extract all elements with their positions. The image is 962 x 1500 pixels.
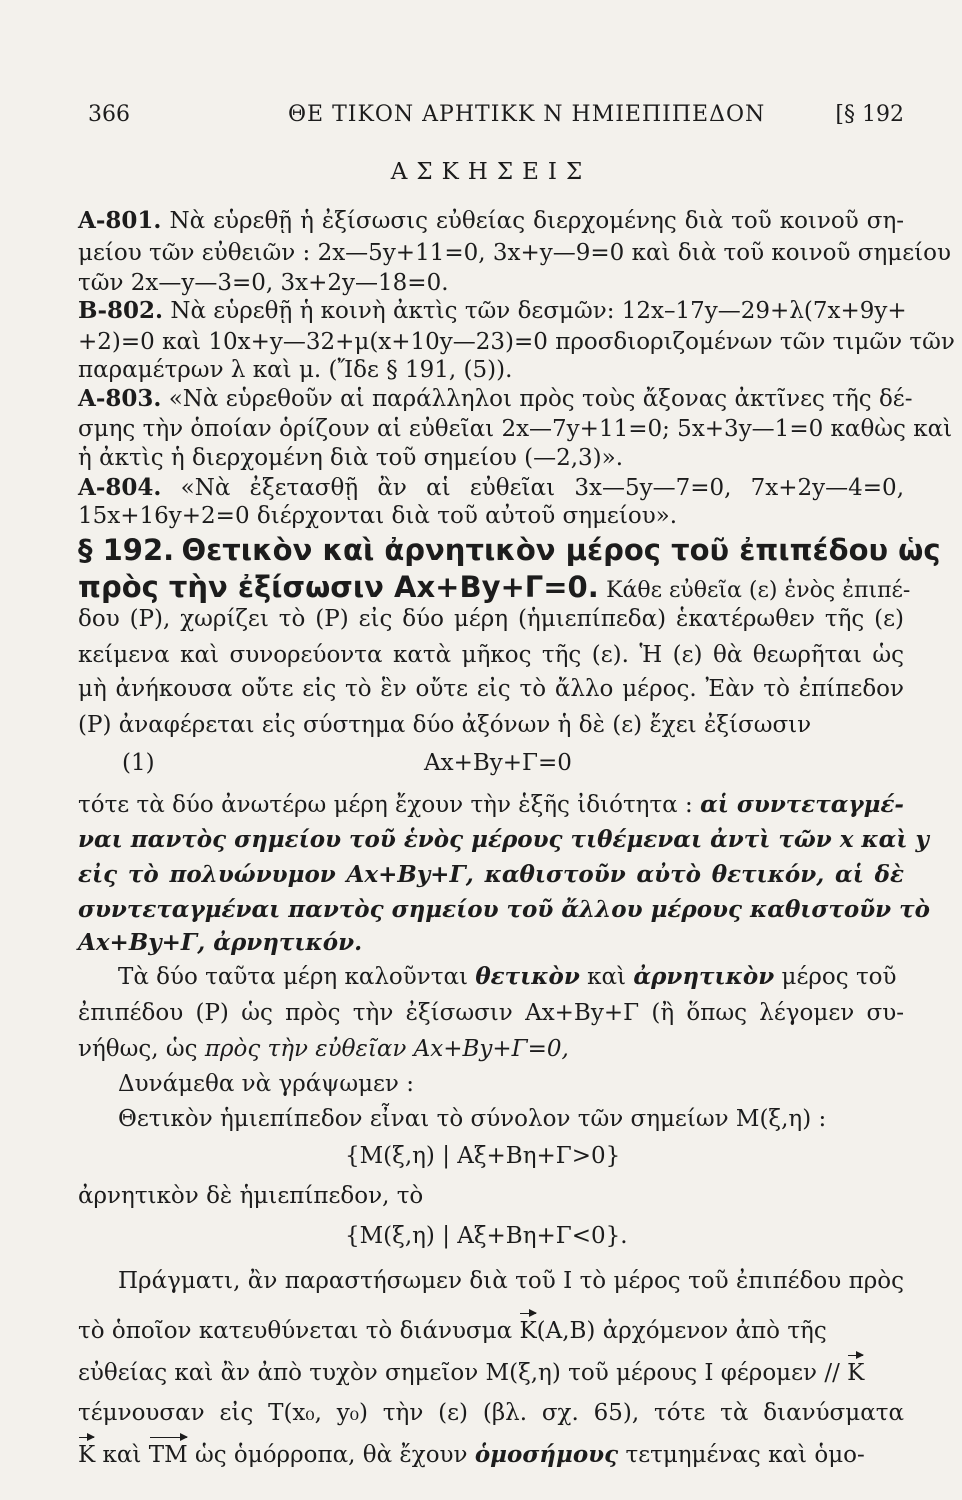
parallel-symbol: // xyxy=(824,1360,840,1386)
exercise-label: Α-803. xyxy=(78,385,162,412)
negative-halfplane-set: {Μ(ξ,η) | Αξ+Βη+Γ<0}. xyxy=(345,1223,628,1249)
proof-line-2: τὸ ὁποῖον κατευθύνεται τὸ διάνυσμα Κ(Α,Β) ἀρχόμενον ἀπὸ τῆς xyxy=(78,1318,827,1344)
page-number: 366 xyxy=(88,102,130,127)
vector-k: Κ xyxy=(519,1318,537,1344)
property-line: εἰς τὸ πολυώνυμον Αx+Βy+Γ, καθιστοῦν αὐτὸ θετικόν, αἱ δὲ xyxy=(78,861,904,888)
proof-line-3: εὐθείας καὶ ἂν ἀπὸ τυχὸν σημεῖον Μ(ξ,η) τοῦ μέρους Ι φέρομεν // Κ xyxy=(78,1360,865,1386)
exercise-803-line-1: Α-803. «Νὰ εὑρεθοῦν αἱ παράλληλοι πρὸς τοὺς ἄξονας ἀκτῖνες τῆς δέ- xyxy=(78,385,913,412)
exercise-803-line-3: ἡ ἀκτὶς ἡ διερχομένη διὰ τοῦ σημείου (—2,3)». xyxy=(78,445,624,471)
property-line: Αx+Βy+Γ, ἀρνητικόν. xyxy=(78,929,363,956)
paragraph-5: ἀρνητικὸν δὲ ἡμιεπίπεδον, τὸ xyxy=(78,1183,424,1209)
paragraph-2-line-3: νήθως, ὡς πρὸς τὴν εὐθεῖαν Αx+Βy+Γ=0, xyxy=(78,1036,569,1062)
property-line: ναι παντὸς σημείου τοῦ ἑνὸς μέρους τιθέμεναι ἀντὶ τῶν x καὶ y xyxy=(78,826,929,853)
exercise-802-line-2: +2)=0 καὶ 10x+y—32+μ(x+10y—23)=0 προσδιοριζομένων τῶν τιμῶν τῶν xyxy=(78,329,955,355)
exercise-804-line-2: 15x+16y+2=0 διέρχονται διὰ τοῦ αὐτοῦ σημείου». xyxy=(78,503,678,529)
exercise-802-line-1: Β-802. Νὰ εὑρεθῇ ἡ κοινὴ ἀκτὶς τῶν δεσμῶν: 12x–17y—29+λ(7x+9y+ xyxy=(78,297,907,324)
body-line: (P) ἀναφέρεται εἰς σύστημα δύο ἀξόνων ἡ δὲ (ε) ἔχει ἐξίσωσιν xyxy=(78,712,812,738)
body-line: δου (P), χωρίζει τὸ (P) εἰς δύο μέρη (ἡμιεπίπεδα) ἑκατέρωθεν τῆς (ε) xyxy=(78,606,904,632)
section-heading-line-2: πρὸς τὴν ἐξίσωσιν Αx+Βy+Γ=0. Κάθε εὐθεῖα (ε) ἑνὸς ἐπιπέ- xyxy=(78,570,911,604)
exercise-802-line-3: παραμέτρων λ καὶ μ. (Ἴδε § 191, (5)). xyxy=(78,357,513,383)
vector-tm: ΤΜ xyxy=(148,1442,188,1468)
paragraph-3: Δυνάμεθα νὰ γράψωμεν : xyxy=(118,1071,414,1097)
body-line: μὴ ἀνήκουσα οὔτε εἰς τὸ ἓν οὔτε εἰς τὸ ἄλλο μέρος. Ἐὰν τὸ ἐπίπεδον xyxy=(78,676,904,702)
vector-k: Κ xyxy=(78,1442,96,1468)
exercise-801-line-2: μείου τῶν εὐθειῶν : 2x—5y+11=0, 3x+y—9=0 καὶ διὰ τοῦ κοινοῦ σημείου xyxy=(78,240,951,266)
section-reference: [§ 192 xyxy=(835,102,904,127)
running-title: ΘΕ ΤΙΚΟΝ ΑΡΗΤΙΚΚ Ν ΗΜΙΕΠΙΠΕΔΟΝ xyxy=(288,102,766,127)
positive-halfplane-set: {Μ(ξ,η) | Αξ+Βη+Γ>0} xyxy=(345,1143,621,1169)
exercise-803-line-2: σμης τὴν ὁποίαν ὁρίζουν αἱ εὐθεῖαι 2x—7y+11=0; 5x+3y—1=0 καθὼς καὶ xyxy=(78,416,953,442)
paragraph-2-line-2: ἐπιπέδου (P) ὡς πρὸς τὴν ἐξίσωσιν Αx+Βy+Γ (ἢ ὅπως λέγομεν συ- xyxy=(78,1000,904,1026)
exercise-label: Α-801. xyxy=(78,207,162,234)
section-heading: Θετικὸν καὶ ἀρνητικὸν μέρος τοῦ ἐπιπέδου ὡς xyxy=(181,533,941,567)
property-line: συντεταγμέναι παντὸς σημείου τοῦ ἄλλου μέρους καθιστοῦν τὸ xyxy=(78,896,930,923)
exercise-801-line-1: Α-801. Νὰ εὑρεθῇ ἡ ἐξίσωσις εὐθείας διερχομένης διὰ τοῦ κοινοῦ ση- xyxy=(78,207,905,234)
body-line: κείμενα καὶ συνορεύοντα κατὰ μῆκος τῆς (ε). Ἡ (ε) θὰ θεωρῆται ὡς xyxy=(78,642,904,668)
equation: Αx+Βy+Γ=0 xyxy=(424,750,572,776)
section-number: § 192. xyxy=(78,533,175,567)
exercises-title: ΑΣΚΗΣΕΙΣ xyxy=(390,159,592,185)
paragraph-2-line-1: Τὰ δύο ταῦτα μέρη καλοῦνται θετικὸν καὶ ἀρνητικὸν μέρος τοῦ xyxy=(118,963,897,990)
property-line-1: τότε τὰ δύο ἀνωτέρω μέρη ἔχουν τὴν ἑξῆς ἰδιότητα : αἱ συντεταγμέ- xyxy=(78,791,904,818)
section-heading-line-1 xyxy=(78,531,941,572)
proof-line-5: Κ καὶ ΤΜ ὡς ὁμόρροπα, θὰ ἔχουν ὁμοσήμους τετμημένας καὶ ὁμο- xyxy=(78,1441,865,1468)
paragraph-4: Θετικὸν ἡμιεπίπεδον εἶναι τὸ σύνολον τῶν σημείων Μ(ξ,η) : xyxy=(118,1106,827,1132)
section-heading-equation: πρὸς τὴν ἐξίσωσιν Αx+Βy+Γ=0. xyxy=(78,570,599,604)
proof-line-4: τέμνουσαν εἰς Τ(x₀, y₀) τὴν (ε) (βλ. σχ. 65), τότε τὰ διανύσματα xyxy=(78,1400,904,1426)
equation-label: (1) xyxy=(122,750,155,776)
exercise-label: Α-804. xyxy=(78,474,162,501)
proof-line-1: Πράγματι, ἂν παραστήσωμεν διὰ τοῦ Ι τὸ μέρος τοῦ ἐπιπέδου πρὸς xyxy=(118,1268,904,1294)
vector-k: Κ xyxy=(847,1360,865,1386)
exercise-801-line-3: τῶν 2x—y—3=0, 3x+2y—18=0. xyxy=(78,270,449,296)
exercise-label: Β-802. xyxy=(78,297,164,324)
exercise-804-line-1: Α-804. «Νὰ ἐξετασθῇ ἂν αἱ εὐθεῖαι 3x—5y—7=0, 7x+2y—4=0, xyxy=(78,474,905,501)
